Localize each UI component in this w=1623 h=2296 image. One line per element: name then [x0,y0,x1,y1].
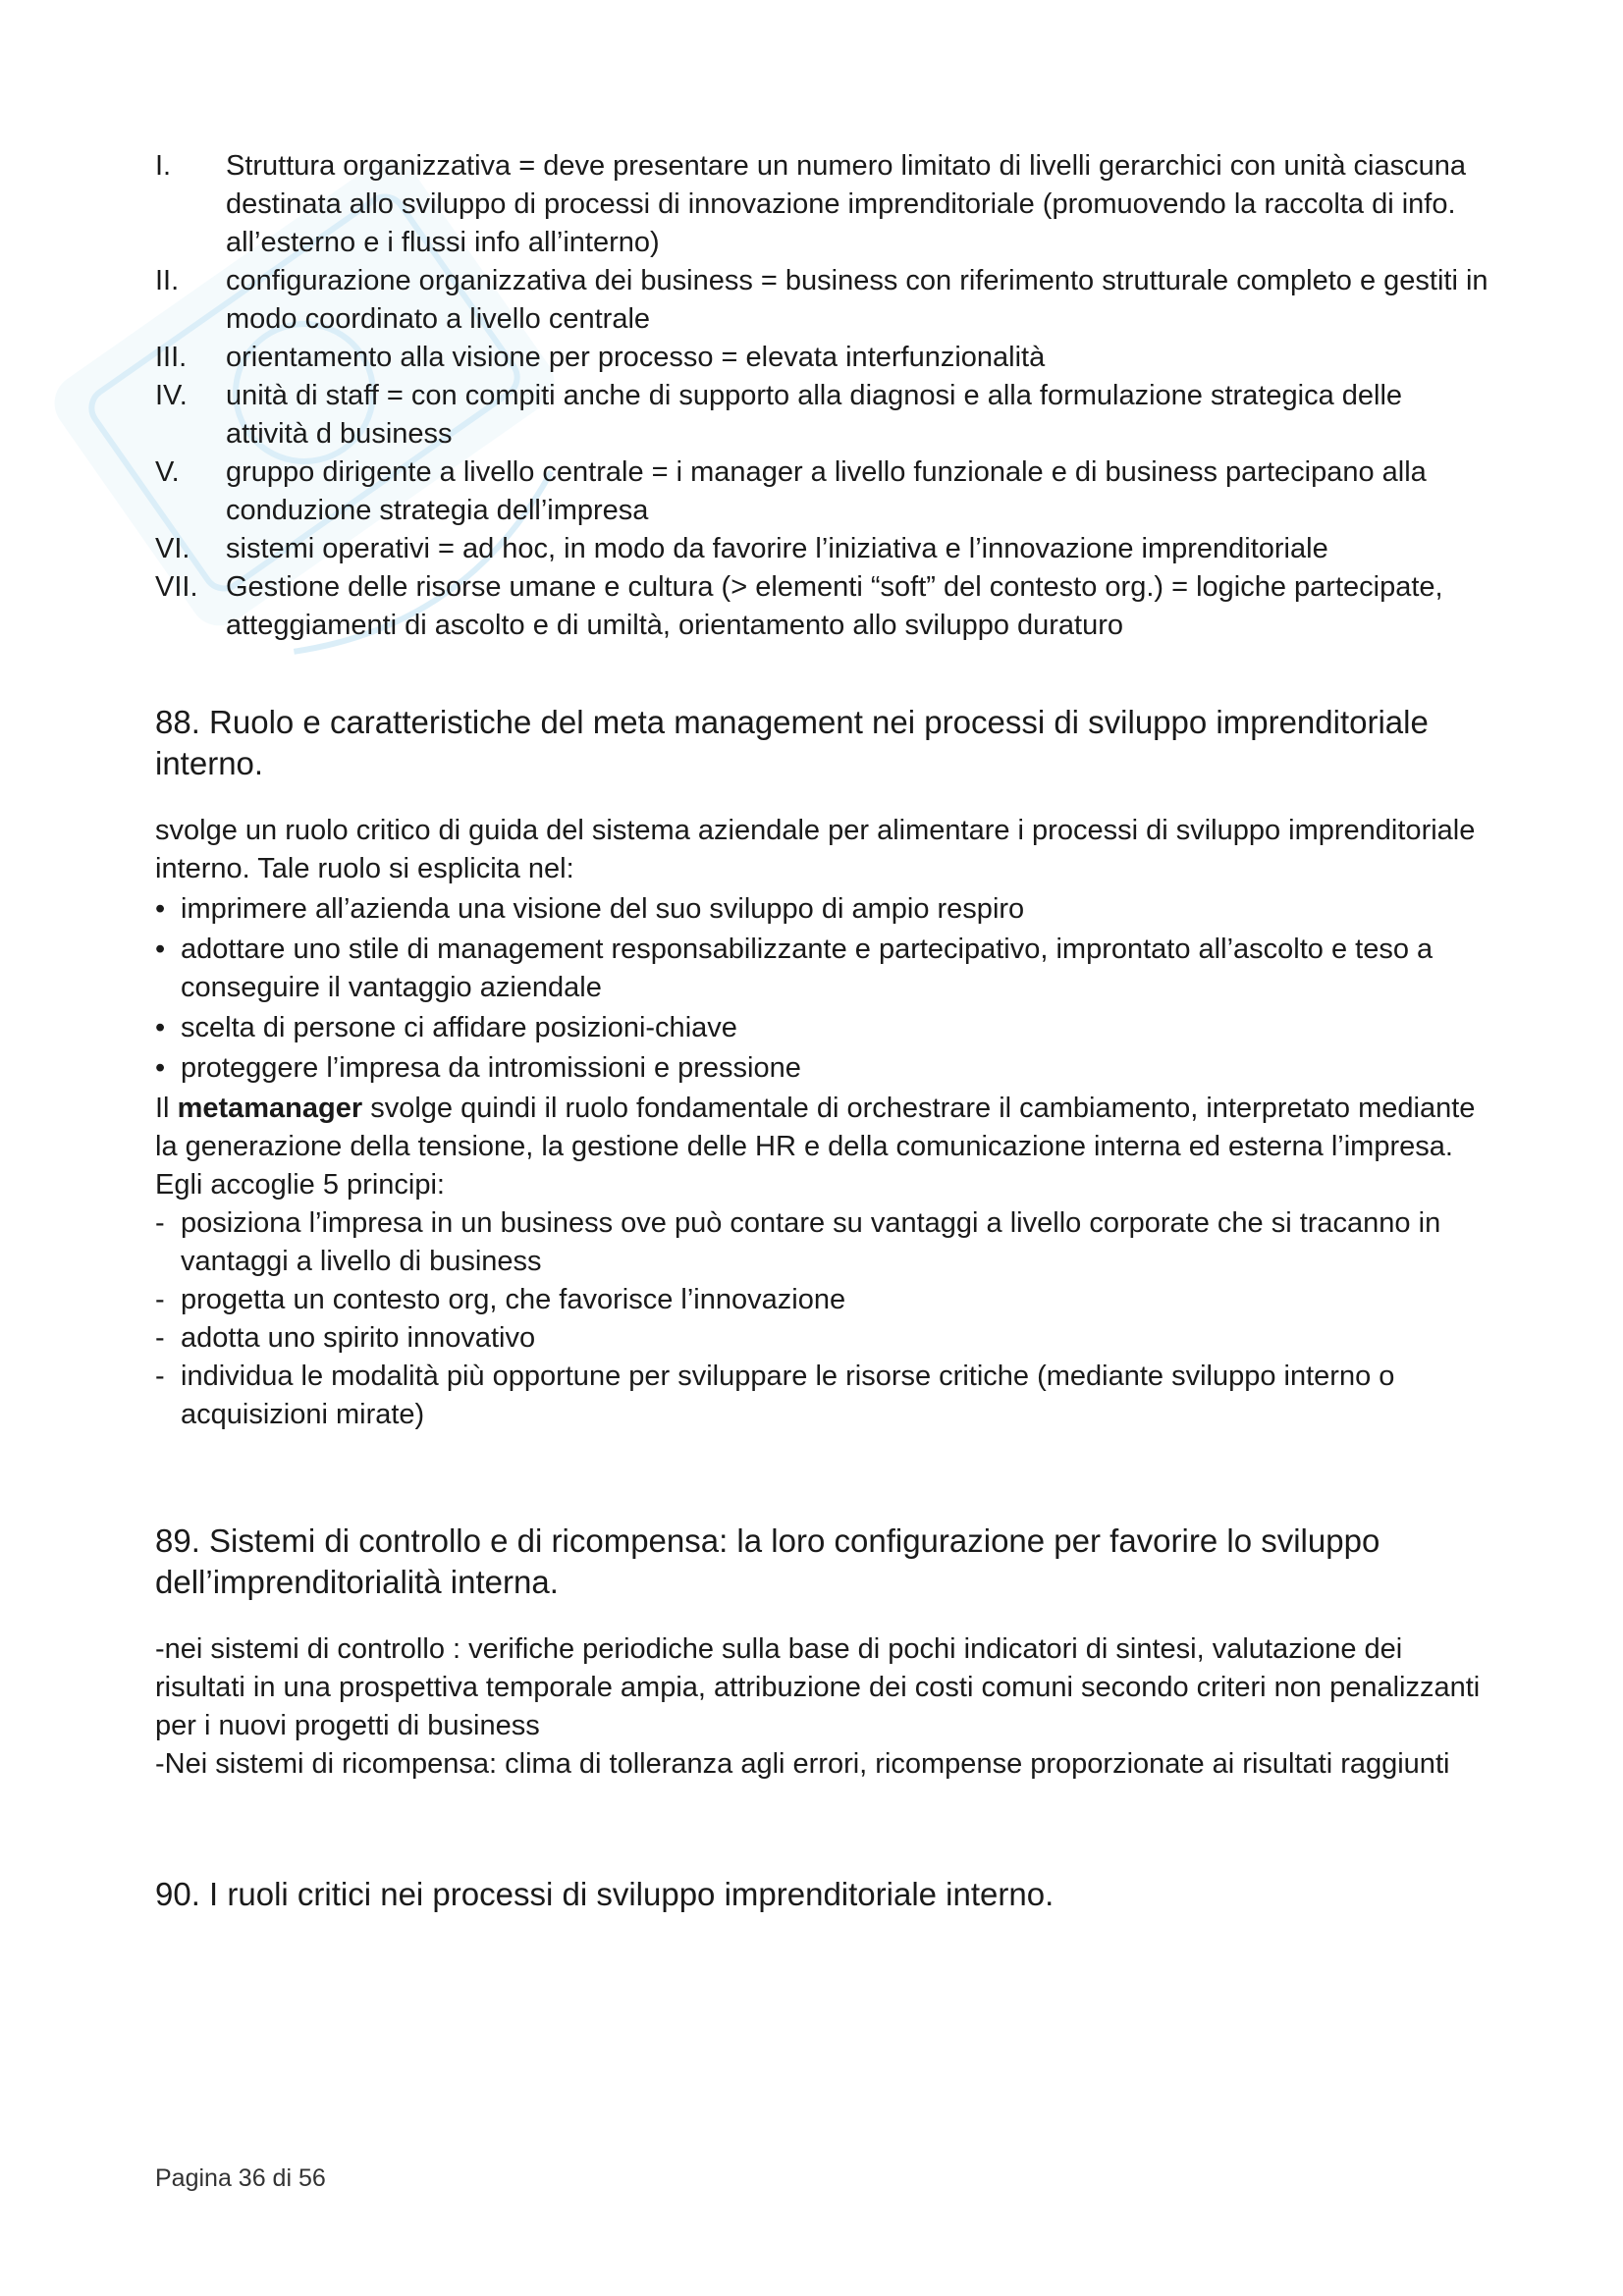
dash-item [155,1204,1490,1281]
bullet-text: scelta di persone ci affidare posizioni-chiave [181,1012,737,1043]
list-item [155,147,1490,262]
bullet-text: imprimere all’azienda una visione del suo sviluppo di ampio respiro [181,893,1025,925]
dash-item [155,1358,1490,1434]
list-number: VI. [155,533,190,564]
section-89-paragraph-ricompensa: -Nei sistemi di ricompensa: clima di tolleranza agli errori, ricompense proporzionate ai risultati raggiunti [155,1748,1450,1780]
list-item [155,377,1490,454]
bullet-item [155,931,1490,1007]
list-item [155,530,1490,568]
list-item-text: unità di staff = con compiti anche di supporto alla diagnosi e alla formulazione strategica delle attività d business [226,380,1403,450]
section-88-dash-list [155,1204,1490,1434]
page-footer: Pagina 36 di 56 [155,2164,326,2192]
bullet-text: proteggere l’impresa da intromissioni e pressione [181,1052,801,1084]
list-item [155,262,1490,339]
list-item-text: sistemi operativi = ad hoc, in modo da favorire l’iniziativa e l’innovazione imprenditoriale [226,533,1328,564]
metamanager-term: metamanager [177,1093,363,1124]
section-89-heading: 89. Sistemi di controllo e di ricompensa: la loro configurazione per favorire lo sviluppo dell’imprenditorialità interna. [155,1522,1380,1600]
list-number: II. [155,265,180,296]
section-90-heading: 90. I ruoli critici nei processi di sviluppo imprenditoriale interno. [155,1876,1055,1912]
paragraph-rest: svolge quindi il ruolo fondamentale di orchestrare il cambiamento, interpretato mediante la generazione della tensione, la gestione delle HR e della comunicazione interna ed esterna l’impresa. Egli accoglie 5 principi: [155,1093,1476,1201]
list-item [155,568,1490,645]
section-88-intro: svolge un ruolo critico di guida del sistema aziendale per alimentare i processi di sviluppo imprenditoriale interno. Tale ruolo si esplicita nel: [155,815,1476,884]
section-88-heading: 88. Ruolo e caratteristiche del meta management nei processi di sviluppo imprenditoriale interno. [155,704,1429,781]
dash-text: posiziona l’impresa in un business ove può contare su vantaggi a livello corporate che si tracanno in vantaggi a livello di business [181,1207,1441,1277]
bullet-mark: • [155,934,166,965]
dash-item [155,1281,1490,1319]
dash-text: adotta uno spirito innovativo [181,1322,536,1354]
dash-text: progetta un contesto org, che favorisce l’innovazione [181,1284,846,1315]
list-item-text: Gestione delle risorse umane e cultura (> elementi “soft” del contesto org.) = logiche partecipate, atteggiamenti di ascolto e di umiltà, orientamento allo sviluppo duraturo [226,571,1443,641]
list-item-text: orientamento alla visione per processo = elevata interfunzionalità [226,342,1046,373]
roman-numeral-list [155,147,1490,645]
list-item-text: configurazione organizzativa dei business = business con riferimento strutturale completo e gestiti in modo coordinato a livello centrale [226,265,1488,335]
list-item-text: gruppo dirigente a livello centrale = i manager a livello funzionale e di business partecipano alla conduzione strategia dell’impresa [226,456,1427,526]
bullet-mark: • [155,1012,166,1043]
list-item [155,454,1490,530]
list-number: I. [155,150,172,182]
paragraph-prefix: Il [155,1093,178,1124]
list-item-text: Struttura organizzativa = deve presentare un numero limitato di livelli gerarchici con unità ciascuna destinata allo sviluppo di processi di innovazione imprenditoriale (promuovendo la raccolta di info. all’esterno e i flussi info all’interno) [226,150,1466,258]
dash-mark: - [155,1361,165,1392]
bullet-item [155,1049,1490,1088]
page-content [155,147,1490,1935]
metamanager-paragraph [155,1090,1490,1204]
list-number: III. [155,342,188,373]
dash-item [155,1319,1490,1358]
dash-mark: - [155,1284,165,1315]
list-number: IV. [155,380,188,411]
section-89-paragraph-controllo: -nei sistemi di controllo : verifiche periodiche sulla base di pochi indicatori di sintesi, valutazione dei risultati in una prospettiva temporale ampia, attribuzione dei costi comuni secondo criteri non penalizzanti per i nuovi progetti di business [155,1633,1481,1741]
bullet-item [155,890,1490,929]
bullet-mark: • [155,1052,166,1084]
bullet-text: adottare uno stile di management responsabilizzante e partecipativo, improntato all’ascolto e teso a conseguire il vantaggio aziendale [181,934,1434,1003]
dash-text: individua le modalità più opportune per sviluppare le risorse critiche (mediante sviluppo interno o acquisizioni mirate) [181,1361,1395,1430]
dash-mark: - [155,1207,165,1239]
dash-mark: - [155,1322,165,1354]
list-number: VII. [155,571,198,603]
bullet-mark: • [155,893,166,925]
list-item [155,339,1490,377]
bullet-item [155,1009,1490,1047]
section-88-bullet-list [155,890,1490,1088]
list-number: V. [155,456,180,488]
